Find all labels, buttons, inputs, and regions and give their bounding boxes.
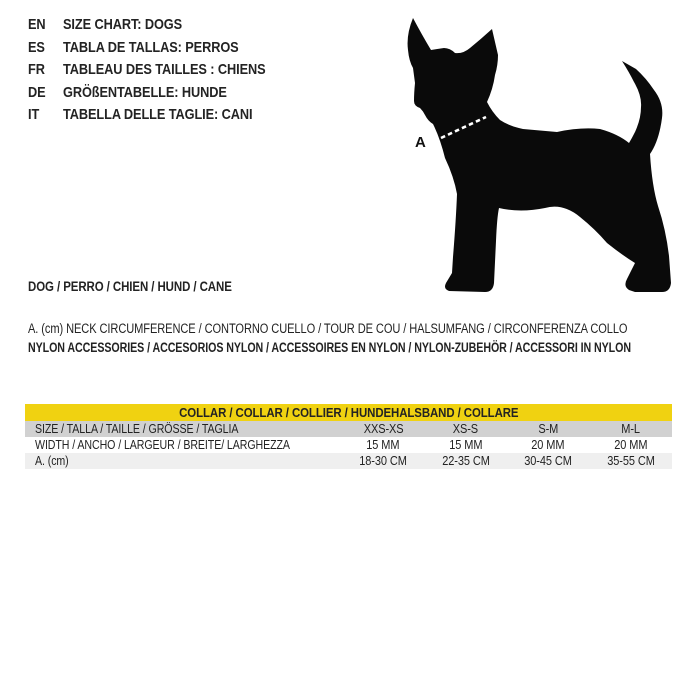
list-item — [28, 37, 301, 60]
neck-measurement-note: A. (cm) NECK CIRCUMFERENCE / CONTORNO CUELLO / TOUR DE COU / HALSUMFANG / CIRCONFERENZA COLLO — [28, 321, 628, 336]
dog-measurement-diagram — [395, 5, 675, 300]
table-cell: M-L — [621, 422, 641, 436]
language-code: IT — [28, 106, 40, 124]
table-cell: 15 MM — [366, 438, 400, 452]
language-code: FR — [28, 61, 45, 79]
table-title: COLLAR / COLLAR / COLLIER / HUNDEHALSBAND / COLLARE — [178, 405, 519, 420]
chart-title: GRÖßENTABELLE: HUNDE — [63, 83, 227, 101]
row-header: WIDTH / ANCHO / LARGEUR / BREITE/ LARGHEZZA — [35, 438, 290, 452]
list-item — [28, 14, 301, 37]
row-header: SIZE / TALLA / TAILLE / GRÖSSE / TAGLIA — [35, 422, 239, 436]
table-row — [25, 437, 672, 453]
table-cell: XXS-XS — [363, 422, 404, 436]
table-cell: S-M — [538, 422, 559, 436]
language-code: EN — [28, 16, 46, 33]
list-item — [28, 82, 301, 105]
table-cell: 35-55 CM — [606, 454, 655, 468]
measurement-point-label: A — [415, 134, 426, 151]
table-row — [25, 421, 672, 437]
table-cell: 20 MM — [614, 438, 648, 452]
language-title-list — [28, 14, 301, 127]
table-cell: XS-S — [453, 422, 479, 436]
animal-caption: DOG / PERRO / CHIEN / HUND / CANE — [28, 279, 232, 294]
collar-size-table — [25, 404, 672, 469]
chart-title: SIZE CHART: DOGS — [63, 16, 183, 33]
table-header-band — [25, 404, 672, 421]
table-cell: 15 MM — [449, 438, 483, 452]
chart-title: TABLEAU DES TAILLES : CHIENS — [63, 61, 266, 79]
row-header: A. (cm) — [35, 454, 69, 468]
table-cell: 18-30 CM — [359, 454, 408, 468]
list-item — [28, 104, 301, 127]
chart-title: TABLA DE TALLAS: PERROS — [63, 38, 239, 56]
language-code: DE — [28, 83, 46, 101]
table-cell: 20 MM — [531, 438, 565, 452]
table-row — [25, 453, 672, 469]
list-item — [28, 59, 301, 82]
language-code: ES — [28, 38, 45, 56]
table-cell: 30-45 CM — [524, 454, 573, 468]
chihuahua-silhouette-icon — [395, 5, 675, 300]
material-note: NYLON ACCESSORIES / ACCESORIOS NYLON / ACCESSOIRES EN NYLON / NYLON-ZUBEHÖR / ACCESSORI IN NYLON — [28, 340, 631, 355]
chart-title: TABELLA DELLE TAGLIE: CANI — [63, 106, 253, 124]
table-cell: 22-35 CM — [441, 454, 490, 468]
